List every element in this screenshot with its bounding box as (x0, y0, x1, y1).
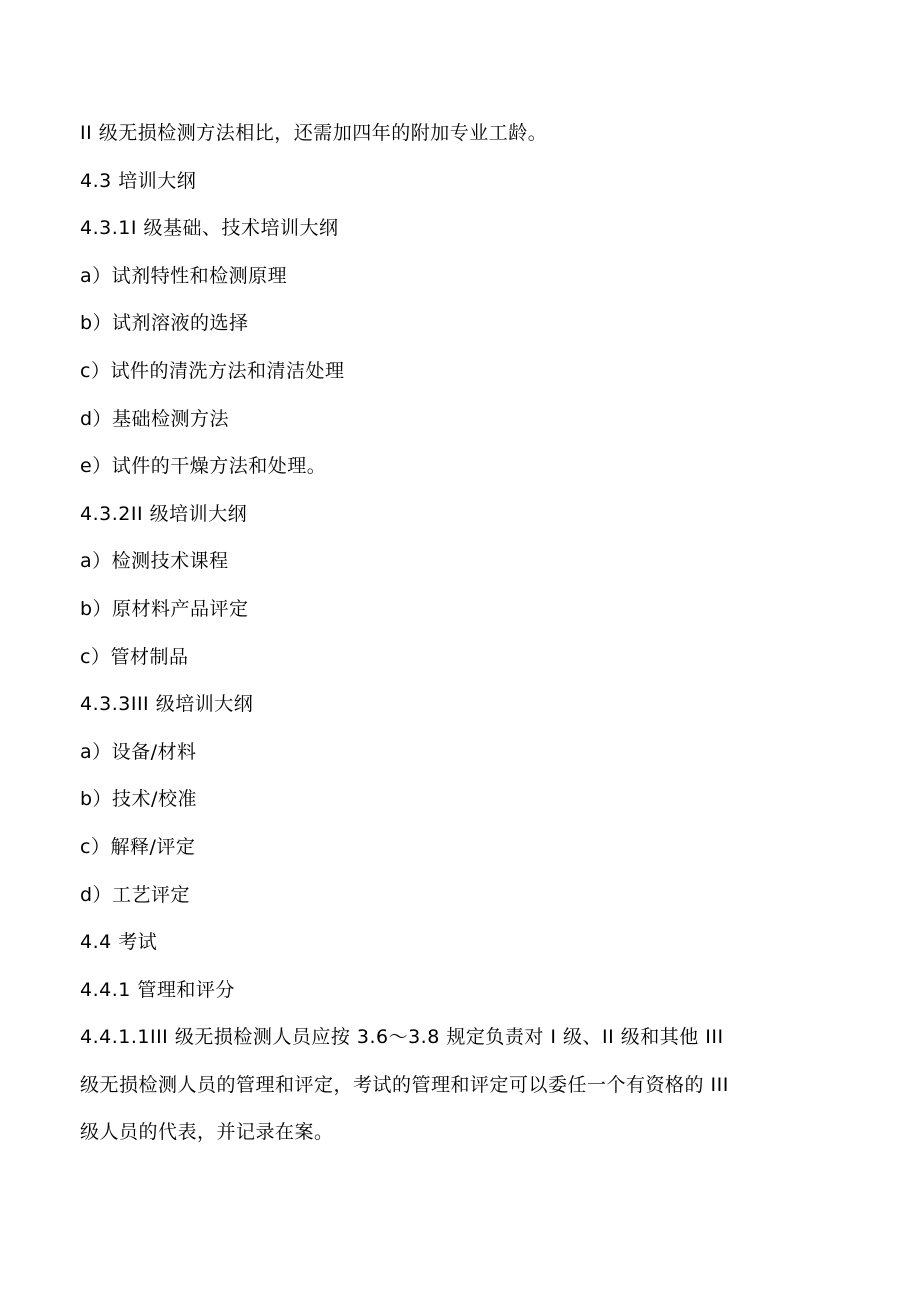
paragraph-line: 级人员的代表，并记录在案。 (80, 1121, 334, 1144)
list-item: d）基础检测方法 (80, 407, 230, 430)
document-body (80, 110, 840, 1157)
list-item: a）检测技术课程 (80, 550, 229, 573)
subsection-heading: 4.4.1 管理和评分 (80, 978, 235, 1001)
list-item: a）设备/材料 (80, 740, 197, 763)
list-item: b）试剂溶液的选择 (80, 312, 249, 335)
subsection-heading: 4.3.3III 级培训大纲 (80, 693, 254, 716)
list-item: e）试件的干燥方法和处理。 (80, 455, 327, 478)
list-item: b）原材料产品评定 (80, 597, 249, 620)
section-heading: 4.4 考试 (80, 931, 158, 954)
list-item: b）技术/校准 (80, 788, 197, 811)
list-item: d）工艺评定 (80, 883, 191, 906)
paragraph-line: 级无损检测人员的管理和评定，考试的管理和评定可以委任一个有资格的 III (80, 1073, 729, 1096)
list-item: a）试剂特性和检测原理 (80, 264, 288, 287)
list-item: c）解释/评定 (80, 835, 196, 858)
paragraph (80, 1014, 840, 1157)
text-line: II 级无损检测方法相比，还需加四年的附加专业工龄。 (80, 122, 548, 144)
subsection-heading: 4.3.1I 级基础、技术培训大纲 (80, 217, 339, 240)
list-item: c）试件的清洗方法和清洁处理 (80, 359, 345, 382)
section-heading: 4.3 培训大纲 (80, 169, 197, 192)
subsection-heading: 4.3.2II 级培训大纲 (80, 502, 248, 525)
paragraph-line: 4.4.1.1III 级无损检测人员应按 3.6～3.8 规定负责对 I 级、II 级和其他 III (80, 1026, 724, 1049)
list-item: c）管材制品 (80, 645, 189, 668)
